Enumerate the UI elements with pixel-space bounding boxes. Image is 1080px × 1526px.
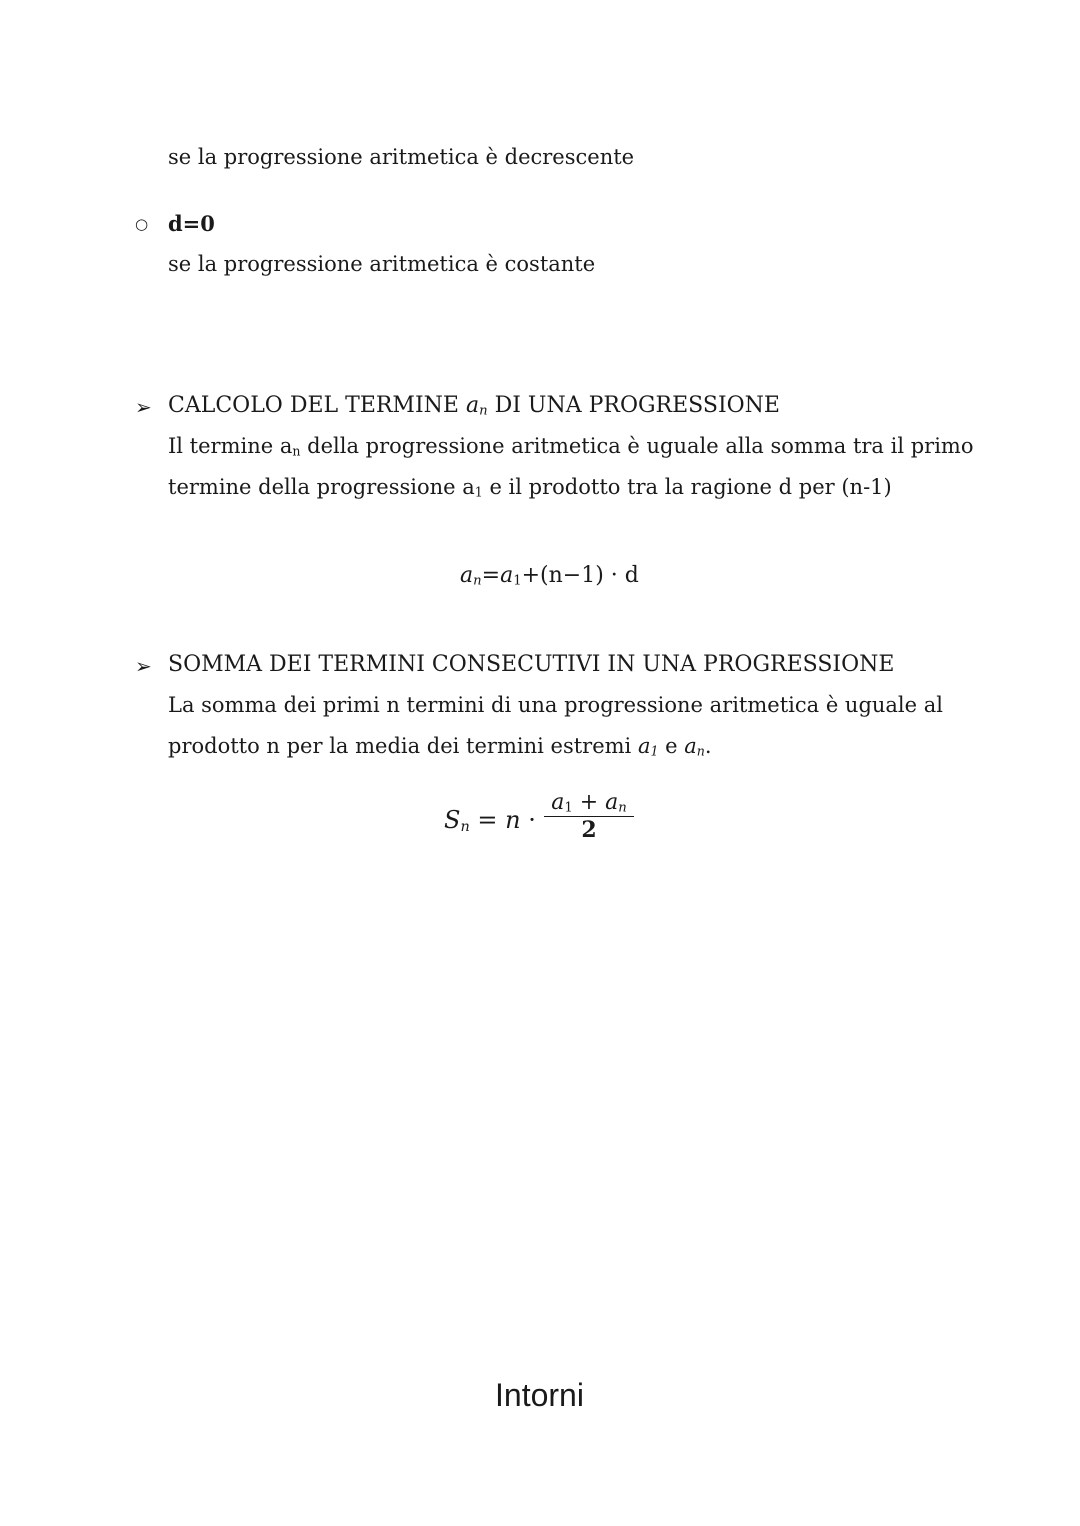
calcolo-line-1: Il termine $a_n$ della progressione aritmetica è uguale alla somma tra il primo <box>168 434 974 459</box>
calcolo-line-2: termine della progressione $a_1$ e il prodotto tra la ragione d per (n-1) <box>168 475 892 500</box>
calcolo-heading: CALCOLO DEL TERMINE $a_n$ DI UNA PROGRESSIONE <box>168 393 780 419</box>
somma-line-1: La somma dei primi n termini di una progressione aritmetica è uguale al <box>168 693 943 717</box>
d-zero-label: d=0 <box>168 211 215 236</box>
costante-description: se la progressione aritmetica è costante <box>168 252 596 276</box>
sum-formula-lhs: $S_n = n$ · <box>444 806 536 835</box>
circle-bullet-icon: ○ <box>135 215 149 233</box>
arrow-bullet-icon: ➢ <box>135 395 152 419</box>
fraction-numerator: $a_1 + a_n$ <box>551 790 627 816</box>
somma-line-2: prodotto n per la media dei termini estremi $a_1$ e $a_n$. <box>168 734 712 759</box>
nth-term-formula: $a_n=a_1+(n-1) \cdot d$ <box>460 563 639 589</box>
decrescente-description: se la progressione aritmetica è decrescente <box>168 145 635 169</box>
fraction-denominator: 2 <box>581 816 597 843</box>
somma-heading: SOMMA DEI TERMINI CONSECUTIVI IN UNA PROGRESSIONE <box>168 652 895 677</box>
arrow-bullet-icon: ➢ <box>135 654 152 678</box>
sum-formula-fraction <box>544 790 634 843</box>
intorni-title: Intorni <box>495 1377 584 1413</box>
